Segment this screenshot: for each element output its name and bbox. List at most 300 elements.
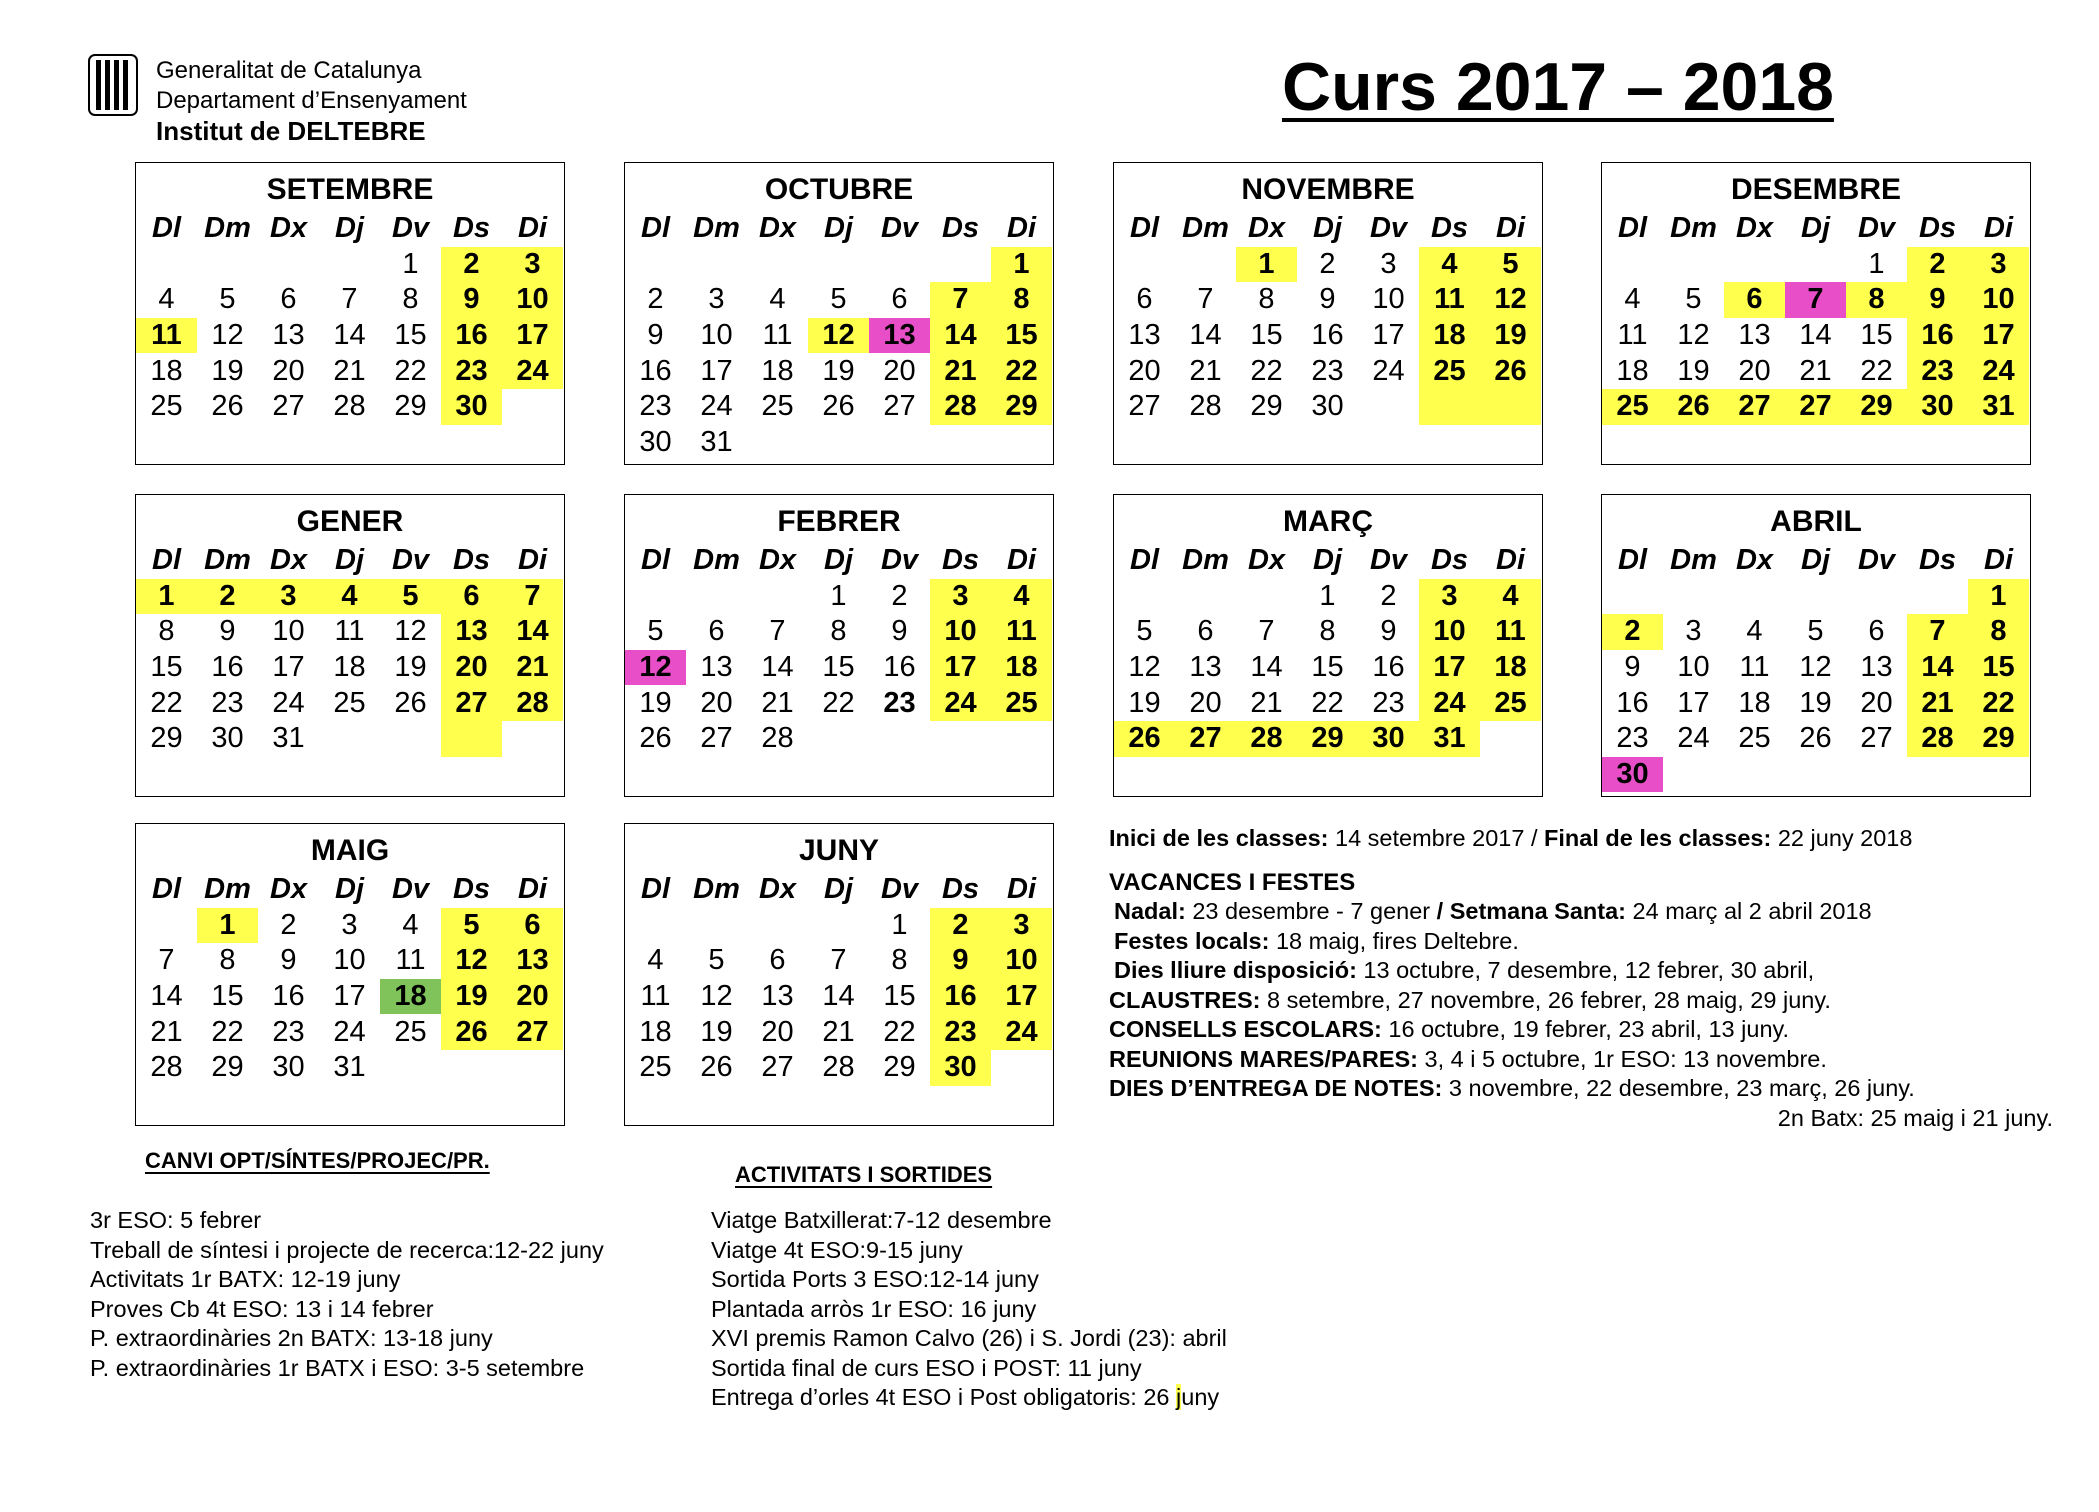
day-cell: 21 xyxy=(761,686,794,719)
week-row xyxy=(1602,353,2029,389)
consells-line: CONSELLS ESCOLARS: 16 octubre, 19 febrer, 23 abril, 13 juny. xyxy=(1109,1016,1790,1042)
day-cell: 8 xyxy=(1968,614,2029,650)
month-name: DESEMBRE xyxy=(1730,173,1902,206)
day-cell: 29 xyxy=(211,1051,244,1084)
day-cell: 14 xyxy=(1799,319,1832,352)
day-cell: 13 xyxy=(441,614,502,650)
week-row xyxy=(136,282,563,318)
week-row xyxy=(136,721,563,757)
day-cell: 21 xyxy=(1189,354,1222,387)
empty-cell xyxy=(1236,579,1297,615)
day-cell: 21 xyxy=(1250,686,1283,719)
day-cell: 8 xyxy=(1319,615,1336,648)
day-cell: 20 xyxy=(883,354,916,387)
weekday-label: Dj xyxy=(335,873,364,906)
day-cell: 31 xyxy=(1419,721,1480,757)
day-cell: 28 xyxy=(1189,390,1222,423)
day-cell: 9 xyxy=(441,282,502,318)
weekday-label: Di xyxy=(1984,212,2013,245)
day-cell: 2 xyxy=(891,579,908,612)
month-grid xyxy=(625,543,1052,757)
day-cell: 18 xyxy=(1419,318,1480,354)
day-cell: 12 xyxy=(394,615,427,648)
day-cell: 14 xyxy=(930,318,991,354)
day-cell: 14 xyxy=(1907,650,1968,686)
day-cell: 16 xyxy=(211,651,244,684)
weekday-header xyxy=(1602,211,2029,247)
week-row xyxy=(1602,579,2029,615)
empty-cell xyxy=(991,721,1052,757)
day-cell: 25 xyxy=(1738,722,1771,755)
day-cell: 13 xyxy=(700,651,733,684)
day-cell: 11 xyxy=(395,944,426,977)
empty-cell xyxy=(625,247,686,283)
day-cell: 28 xyxy=(930,389,991,425)
day-cell: 14 xyxy=(1189,319,1222,352)
day-cell: 7 xyxy=(1785,282,1846,318)
canvi-item: Proves Cb 4t ESO: 13 i 14 febrer xyxy=(90,1295,434,1322)
day-cell: 26 xyxy=(441,1014,502,1050)
empty-cell xyxy=(991,1050,1052,1086)
day-cell: 27 xyxy=(1175,721,1236,757)
weekday-header xyxy=(1114,543,1541,579)
day-cell: 8 xyxy=(891,944,908,977)
month-abril xyxy=(1601,494,2031,797)
day-cell: 31 xyxy=(272,722,305,755)
day-cell: 22 xyxy=(1968,685,2029,721)
week-row xyxy=(1114,318,1541,354)
weekday-label: Di xyxy=(1007,544,1036,577)
weekday-label: Dl xyxy=(152,544,181,577)
week-row xyxy=(136,979,563,1015)
weekday-header xyxy=(136,872,563,908)
day-cell: 25 xyxy=(150,390,183,423)
month-grid xyxy=(625,872,1052,1086)
empty-cell xyxy=(1785,579,1846,615)
day-cell: 10 xyxy=(1419,614,1480,650)
day-cell: 1 xyxy=(402,247,419,280)
day-cell: 16 xyxy=(639,354,672,387)
weekday-header xyxy=(1602,543,2029,579)
empty-cell xyxy=(1724,757,1785,793)
day-cell: 2 xyxy=(1380,579,1397,612)
empty-cell xyxy=(1968,757,2029,793)
day-cell: 23 xyxy=(639,390,672,423)
weekday-label: Dm xyxy=(693,544,740,577)
weekday-label: Dm xyxy=(693,212,740,245)
month-novembre xyxy=(1113,162,1543,465)
day-cell: 27 xyxy=(761,1051,794,1084)
day-cell: 27 xyxy=(1724,389,1785,425)
week-row xyxy=(625,247,1052,283)
day-cell: 25 xyxy=(991,685,1052,721)
week-row xyxy=(625,614,1052,650)
day-cell: 6 xyxy=(1724,282,1785,318)
activitat-item: Sortida final de curs ESO i POST: 11 juny xyxy=(711,1354,1142,1381)
day-cell: 15 xyxy=(394,319,427,352)
week-row xyxy=(625,1050,1052,1086)
empty-cell xyxy=(1602,579,1663,615)
day-cell: 28 xyxy=(761,722,794,755)
day-cell: 24 xyxy=(1372,354,1405,387)
empty-cell xyxy=(441,1050,502,1086)
week-row xyxy=(625,318,1052,354)
weekday-header xyxy=(625,872,1052,908)
weekday-label: Dm xyxy=(1670,544,1717,577)
activitats-title: ACTIVITATS I SORTIDES xyxy=(735,1162,993,1187)
notes-line: DIES D’ENTREGA DE NOTES: 3 novembre, 22 desembre, 23 març, 26 juny. xyxy=(1109,1075,1915,1101)
activitat-item: Sortida Ports 3 ESO:12-14 juny xyxy=(711,1266,1039,1292)
day-cell: 20 xyxy=(1738,354,1771,387)
canvi-item: Activitats 1r BATX: 12-19 juny xyxy=(90,1266,401,1292)
weekday-label: Dl xyxy=(1618,544,1647,577)
weekday-label: Dj xyxy=(335,212,364,245)
weekday-label: Dx xyxy=(758,212,797,245)
week-row xyxy=(1602,614,2029,650)
weekday-label: Dl xyxy=(152,212,181,245)
day-cell: 12 xyxy=(1799,651,1832,684)
class-dates: Inici de les classes: 14 setembre 2017 / Final de les classes: 22 juny 2018 xyxy=(1109,825,1913,851)
day-cell: 11 xyxy=(1480,614,1541,650)
org-line-1: Generalitat de Catalunya xyxy=(156,57,422,84)
day-cell: 7 xyxy=(930,282,991,318)
empty-cell xyxy=(930,425,991,461)
day-cell: 30 xyxy=(1311,390,1344,423)
weekday-header xyxy=(625,543,1052,579)
day-cell: 19 xyxy=(441,979,502,1015)
day-cell: 28 xyxy=(1907,721,1968,757)
weekday-label: Di xyxy=(1984,544,2013,577)
day-cell: 24 xyxy=(700,390,733,423)
day-cell: 22 xyxy=(883,1015,916,1048)
day-cell: 17 xyxy=(272,651,305,684)
weekday-label: Dv xyxy=(1857,544,1896,577)
weekday-label: Ds xyxy=(1430,212,1469,245)
day-cell: 11 xyxy=(640,980,671,1013)
day-cell: 3 xyxy=(258,579,319,615)
week-row xyxy=(1114,721,1541,757)
weekday-label: Dl xyxy=(1130,544,1159,577)
week-row xyxy=(1602,247,2029,283)
weekday-label: Ds xyxy=(452,873,491,906)
week-row xyxy=(136,943,563,979)
empty-cell xyxy=(1663,757,1724,793)
day-cell: 15 xyxy=(822,651,855,684)
canvi-item: P. extraordinàries 2n BATX: 13-18 juny xyxy=(90,1325,493,1351)
day-cell: 9 xyxy=(891,615,908,648)
day-cell: 2 xyxy=(647,283,664,316)
day-cell: 25 xyxy=(1480,685,1541,721)
day-cell: 14 xyxy=(150,980,183,1013)
day-cell: 21 xyxy=(930,353,991,389)
day-cell: 10 xyxy=(991,943,1052,979)
day-cell: 12 xyxy=(625,650,686,686)
week-row xyxy=(136,908,563,944)
day-cell: 18 xyxy=(639,1015,672,1048)
day-cell: 17 xyxy=(1372,319,1405,352)
month-gener xyxy=(135,494,565,797)
week-row xyxy=(625,943,1052,979)
day-cell: 30 xyxy=(1602,757,1663,793)
day-cell: 29 xyxy=(1250,390,1283,423)
weekday-label: Dl xyxy=(1130,212,1159,245)
day-cell: 8 xyxy=(219,944,236,977)
day-cell: 24 xyxy=(272,686,305,719)
week-row xyxy=(1602,721,2029,757)
day-cell: 29 xyxy=(150,722,183,755)
day-cell: 24 xyxy=(1968,353,2029,389)
empty-cell xyxy=(380,721,441,757)
day-cell: 22 xyxy=(822,686,855,719)
weekday-label: Dj xyxy=(824,544,853,577)
empty-cell xyxy=(1846,757,1907,793)
day-cell: 25 xyxy=(639,1051,672,1084)
empty-cell xyxy=(1602,247,1663,283)
week-row xyxy=(136,579,563,615)
day-cell: 13 xyxy=(869,318,930,354)
day-cell: 9 xyxy=(1319,283,1336,316)
weekday-label: Ds xyxy=(1918,212,1957,245)
weekday-label: Dx xyxy=(1247,544,1286,577)
day-cell: 13 xyxy=(1128,319,1161,352)
day-cell: 22 xyxy=(150,686,183,719)
day-cell: 6 xyxy=(1868,615,1885,648)
weekday-label: Ds xyxy=(1918,544,1957,577)
weekday-label: Dj xyxy=(1801,212,1830,245)
day-cell: 20 xyxy=(1860,686,1893,719)
weekday-label: Di xyxy=(1007,212,1036,245)
day-cell: 18 xyxy=(761,354,794,387)
month-name: OCTUBRE xyxy=(764,173,914,206)
week-row xyxy=(136,1014,563,1050)
canvi-item: Treball de síntesi i projecte de recerca:12-22 juny xyxy=(90,1236,604,1263)
day-cell: 17 xyxy=(333,980,366,1013)
day-cell: 26 xyxy=(1114,721,1175,757)
day-cell: 3 xyxy=(991,908,1052,944)
empty-cell xyxy=(747,425,808,461)
day-cell: 14 xyxy=(1250,651,1283,684)
day-cell: 6 xyxy=(891,283,908,316)
day-cell: 16 xyxy=(1616,686,1649,719)
day-cell: 8 xyxy=(1846,282,1907,318)
day-cell: 5 xyxy=(441,908,502,944)
weekday-label: Dl xyxy=(641,873,670,906)
weekday-label: Di xyxy=(1007,873,1036,906)
day-cell: 23 xyxy=(930,1014,991,1050)
canvi-item: P. extraordinàries 1r BATX i ESO: 3-5 setembre xyxy=(90,1354,585,1381)
day-cell: 21 xyxy=(1907,685,1968,721)
day-cell: 5 xyxy=(1480,247,1541,283)
day-cell: 9 xyxy=(1624,651,1641,684)
day-cell: 24 xyxy=(930,685,991,721)
week-row xyxy=(625,685,1052,721)
day-cell: 1 xyxy=(991,247,1052,283)
day-cell: 26 xyxy=(1480,353,1541,389)
week-row xyxy=(625,282,1052,318)
day-cell: 5 xyxy=(708,944,725,977)
day-cell: 1 xyxy=(1319,579,1336,612)
weekday-label: Dj xyxy=(1313,212,1342,245)
month-setembre xyxy=(135,162,565,465)
weekday-label: Dv xyxy=(1857,212,1896,245)
day-cell: 2 xyxy=(1602,614,1663,650)
day-cell: 3 xyxy=(930,579,991,615)
claustres-line: CLAUSTRES: 8 setembre, 27 novembre, 26 febrer, 28 maig, 29 juny. xyxy=(1109,986,1831,1013)
day-cell: 7 xyxy=(830,944,847,977)
weekday-label: Dv xyxy=(391,212,430,245)
day-cell: 19 xyxy=(1799,686,1832,719)
day-cell: 8 xyxy=(830,615,847,648)
day-cell: 3 xyxy=(708,283,725,316)
empty-cell xyxy=(380,1050,441,1086)
weekday-label: Dl xyxy=(1618,212,1647,245)
weekday-label: Dx xyxy=(758,873,797,906)
day-cell: 13 xyxy=(1738,319,1771,352)
empty-cell xyxy=(502,721,563,757)
month-grid xyxy=(136,211,563,425)
weekday-header xyxy=(136,543,563,579)
activitat-item: Viatge 4t ESO:9-15 juny xyxy=(711,1236,963,1263)
day-cell: 3 xyxy=(1380,247,1397,280)
weekday-label: Ds xyxy=(941,212,980,245)
activitat-item: XVI premis Ramon Calvo (26) i S. Jordi (23): abril xyxy=(711,1325,1227,1351)
weekday-label: Dv xyxy=(1369,212,1408,245)
day-cell: 17 xyxy=(991,979,1052,1015)
day-cell: 15 xyxy=(1968,650,2029,686)
day-cell: 11 xyxy=(1739,651,1770,684)
weekday-label: Dx xyxy=(269,873,308,906)
day-cell: 18 xyxy=(1616,354,1649,387)
month-name: SETEMBRE xyxy=(266,173,434,206)
month-grid xyxy=(1114,543,1541,757)
day-cell: 28 xyxy=(333,390,366,423)
day-cell: 14 xyxy=(761,651,794,684)
day-cell: 18 xyxy=(333,651,366,684)
empty-cell xyxy=(1175,579,1236,615)
day-cell: 19 xyxy=(1128,686,1161,719)
month-grid xyxy=(136,543,563,757)
day-cell: 7 xyxy=(769,615,786,648)
day-cell: 30 xyxy=(211,722,244,755)
day-cell: 21 xyxy=(822,1015,855,1048)
day-cell: 30 xyxy=(930,1050,991,1086)
week-row xyxy=(1114,389,1541,425)
empty-cell xyxy=(441,721,502,757)
day-cell: 14 xyxy=(333,319,366,352)
day-cell: 16 xyxy=(1311,319,1344,352)
day-cell: 27 xyxy=(1128,390,1161,423)
weekday-label: Di xyxy=(1496,544,1525,577)
day-cell: 10 xyxy=(502,282,563,318)
course-info xyxy=(1109,824,2069,1133)
day-cell: 27 xyxy=(1860,722,1893,755)
day-cell: 27 xyxy=(700,722,733,755)
day-cell: 14 xyxy=(822,980,855,1013)
weekday-label: Dj xyxy=(824,873,853,906)
organization-block xyxy=(156,56,467,146)
day-cell: 26 xyxy=(394,686,427,719)
week-row xyxy=(625,353,1052,389)
weekday-label: Dm xyxy=(204,212,251,245)
day-cell: 10 xyxy=(700,319,733,352)
empty-cell xyxy=(991,425,1052,461)
day-cell: 29 xyxy=(883,1051,916,1084)
day-cell: 25 xyxy=(1419,353,1480,389)
day-cell: 8 xyxy=(158,615,175,648)
day-cell: 1 xyxy=(1968,579,2029,615)
day-cell: 17 xyxy=(1677,686,1710,719)
day-cell: 8 xyxy=(402,283,419,316)
weekday-label: Di xyxy=(518,544,547,577)
empty-cell xyxy=(1663,247,1724,283)
week-row xyxy=(1114,579,1541,615)
day-cell: 31 xyxy=(1968,389,2029,425)
day-cell: 15 xyxy=(1860,319,1893,352)
day-cell: 2 xyxy=(441,247,502,283)
day-cell: 2 xyxy=(930,908,991,944)
day-cell: 11 xyxy=(762,319,793,352)
day-cell: 5 xyxy=(1807,615,1824,648)
day-cell: 25 xyxy=(333,686,366,719)
day-cell: 27 xyxy=(883,390,916,423)
day-cell: 9 xyxy=(647,319,664,352)
month-name: JUNY xyxy=(798,834,880,867)
day-cell: 26 xyxy=(1663,389,1724,425)
empty-cell xyxy=(808,425,869,461)
activitat-item: Viatge Batxillerat:7-12 desembre xyxy=(711,1207,1052,1233)
week-row xyxy=(1602,282,2029,318)
org-line-2: Departament d’Ensenyament xyxy=(156,87,467,114)
day-cell: 18 xyxy=(380,979,441,1015)
month-name: MAIG xyxy=(310,834,390,867)
week-row xyxy=(625,650,1052,686)
activitats-list xyxy=(711,1206,1227,1413)
day-cell: 9 xyxy=(1907,282,1968,318)
day-cell: 19 xyxy=(211,354,244,387)
day-cell: 9 xyxy=(280,944,297,977)
weekday-label: Dx xyxy=(269,212,308,245)
day-cell: 26 xyxy=(211,390,244,423)
weekday-label: Dj xyxy=(1313,544,1342,577)
empty-cell xyxy=(1724,247,1785,283)
month-name: NOVEMBRE xyxy=(1241,173,1415,206)
day-cell: 4 xyxy=(158,283,175,316)
empty-cell xyxy=(1785,247,1846,283)
month-desembre xyxy=(1601,162,2031,465)
activitat-item: Entrega d’orles 4t ESO i Post obligatoris: 26 juny xyxy=(711,1384,1220,1410)
weekday-label: Ds xyxy=(941,544,980,577)
day-cell: 13 xyxy=(502,943,563,979)
empty-cell xyxy=(502,389,563,425)
empty-cell xyxy=(625,579,686,615)
day-cell: 9 xyxy=(930,943,991,979)
day-cell: 28 xyxy=(1236,721,1297,757)
day-cell: 17 xyxy=(1968,318,2029,354)
weekday-label: Dv xyxy=(880,873,919,906)
day-cell: 22 xyxy=(1860,354,1893,387)
day-cell: 7 xyxy=(1258,615,1275,648)
day-cell: 5 xyxy=(647,615,664,648)
day-cell: 15 xyxy=(150,651,183,684)
day-cell: 4 xyxy=(402,908,419,941)
day-cell: 4 xyxy=(1746,615,1763,648)
empty-cell xyxy=(1114,579,1175,615)
day-cell: 7 xyxy=(502,579,563,615)
weekday-header xyxy=(625,211,1052,247)
day-cell: 20 xyxy=(502,979,563,1015)
week-row xyxy=(625,908,1052,944)
day-cell: 30 xyxy=(1358,721,1419,757)
